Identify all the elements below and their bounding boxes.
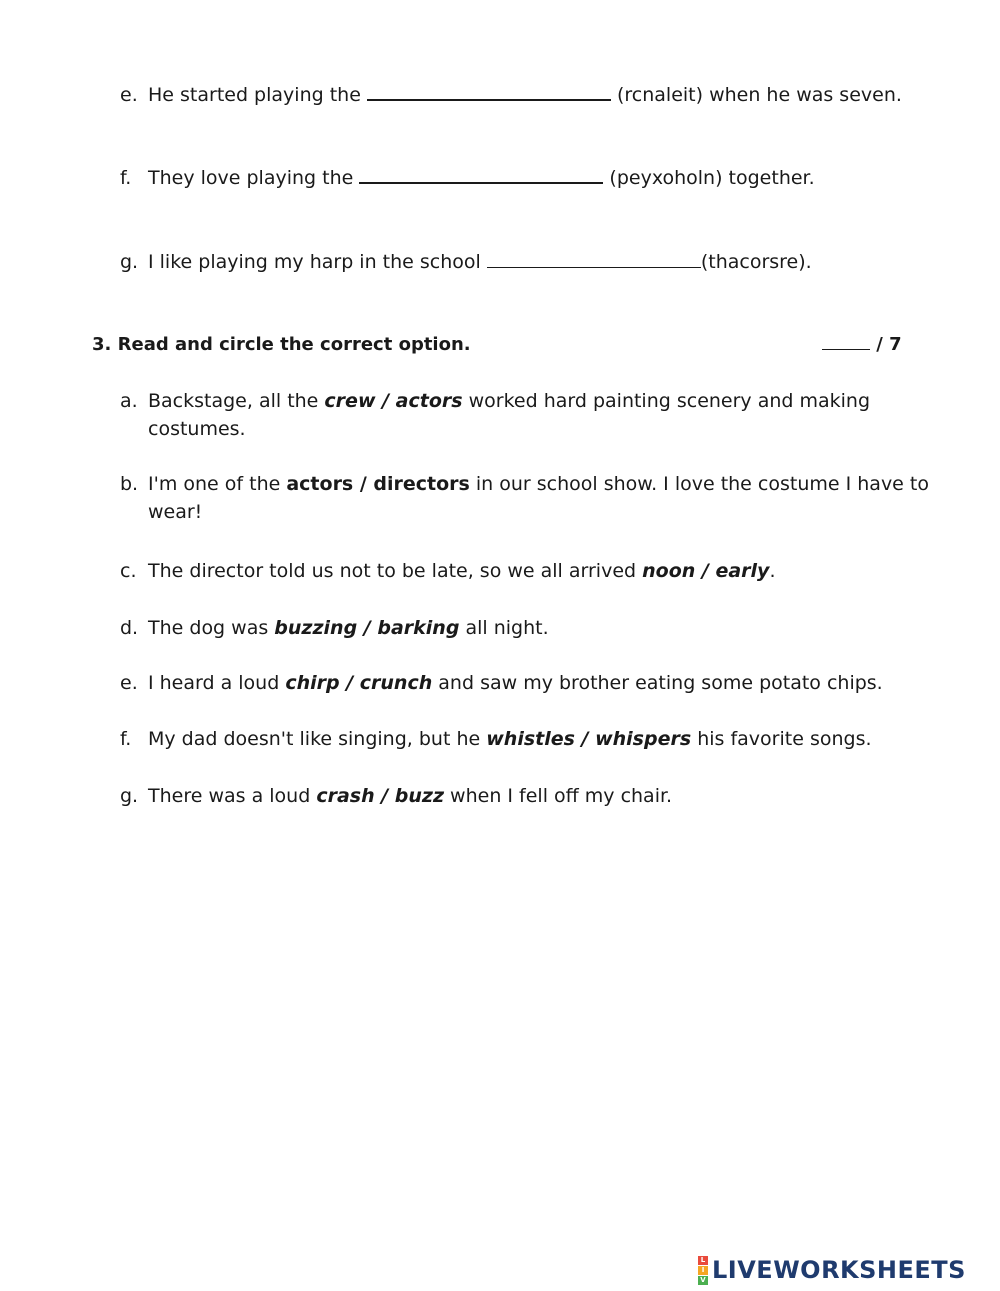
item-text-before: Backstage, all the xyxy=(148,390,325,412)
item-text-before: My dad doesn't like singing, but he xyxy=(148,728,487,750)
option-choice[interactable]: crew / actors xyxy=(324,390,463,412)
item-letter: a. xyxy=(120,390,138,412)
item-text-before: I'm one of the xyxy=(148,473,287,495)
item-text-before: The director told us not to be late, so we all arrived xyxy=(148,560,643,582)
item-text-after: (rcnaleit) when he was seven. xyxy=(610,84,902,106)
score-box xyxy=(822,331,902,359)
option-choice[interactable]: actors / directors xyxy=(286,473,470,495)
score-total: / 7 xyxy=(876,334,902,355)
section-heading: 3. Read and circle the correct option. xyxy=(92,334,471,355)
circle-item-g xyxy=(120,782,672,810)
item-text-after: and saw my brother eating some potato chips. xyxy=(432,672,883,694)
score-blank[interactable] xyxy=(822,333,870,350)
option-choice[interactable]: chirp / crunch xyxy=(285,672,433,694)
item-text-after: . xyxy=(769,560,776,582)
item-text-before: I like playing my harp in the school xyxy=(148,251,487,273)
option-choice[interactable]: noon / early xyxy=(642,560,770,582)
option-choice[interactable]: whistles / whispers xyxy=(486,728,692,750)
item-text-before: The dog was xyxy=(148,617,275,639)
item-letter: c. xyxy=(120,560,137,582)
item-letter: e. xyxy=(120,672,138,694)
circle-item-c xyxy=(120,557,775,585)
logo-text: LIVEWORKSHEETS xyxy=(712,1256,966,1284)
liveworksheets-logo xyxy=(698,1255,966,1285)
option-choice[interactable]: buzzing / barking xyxy=(274,617,460,639)
item-text-before: There was a loud xyxy=(148,785,317,807)
item-text-after: all night. xyxy=(459,617,549,639)
item-text-after: when I fell off my chair. xyxy=(444,785,673,807)
answer-blank[interactable] xyxy=(487,249,701,268)
logo-letter-l: L xyxy=(698,1256,708,1265)
item-text-after: in our school show. I love the costume I have to xyxy=(469,473,929,495)
item-text-before: I heard a loud xyxy=(148,672,286,694)
logo-letter-v: V xyxy=(698,1276,708,1285)
item-letter: d. xyxy=(120,617,139,639)
logo-mark-icon xyxy=(698,1256,708,1285)
circle-item-d xyxy=(120,614,549,642)
circle-item-b-continued: wear! xyxy=(148,501,203,523)
item-text-after: (thacorsre). xyxy=(700,251,812,273)
item-text-after: worked hard painting scenery and making xyxy=(462,390,871,412)
circle-item-f xyxy=(120,725,872,753)
circle-item-b xyxy=(120,470,929,498)
circle-item-a xyxy=(120,387,870,415)
logo-letter-i: I xyxy=(698,1266,708,1275)
item-text-after: (peyxoholn) together. xyxy=(603,167,815,189)
circle-item-a-continued: costumes. xyxy=(148,418,246,440)
item-letter: e. xyxy=(120,84,138,106)
item-text-before: They love playing the xyxy=(148,167,360,189)
fill-item-e xyxy=(120,81,902,109)
item-text-after: his favorite songs. xyxy=(691,728,872,750)
item-letter: g. xyxy=(120,251,139,273)
item-text-before: He started playing the xyxy=(148,84,367,106)
circle-item-e xyxy=(120,669,883,697)
answer-blank[interactable] xyxy=(367,81,611,101)
item-letter: f. xyxy=(120,167,132,189)
option-choice[interactable]: crash / buzz xyxy=(316,785,445,807)
fill-item-g xyxy=(120,248,812,276)
item-letter: g. xyxy=(120,785,139,807)
item-letter: f. xyxy=(120,728,132,750)
item-letter: b. xyxy=(120,473,139,495)
answer-blank[interactable] xyxy=(359,164,603,184)
fill-item-f xyxy=(120,164,815,192)
